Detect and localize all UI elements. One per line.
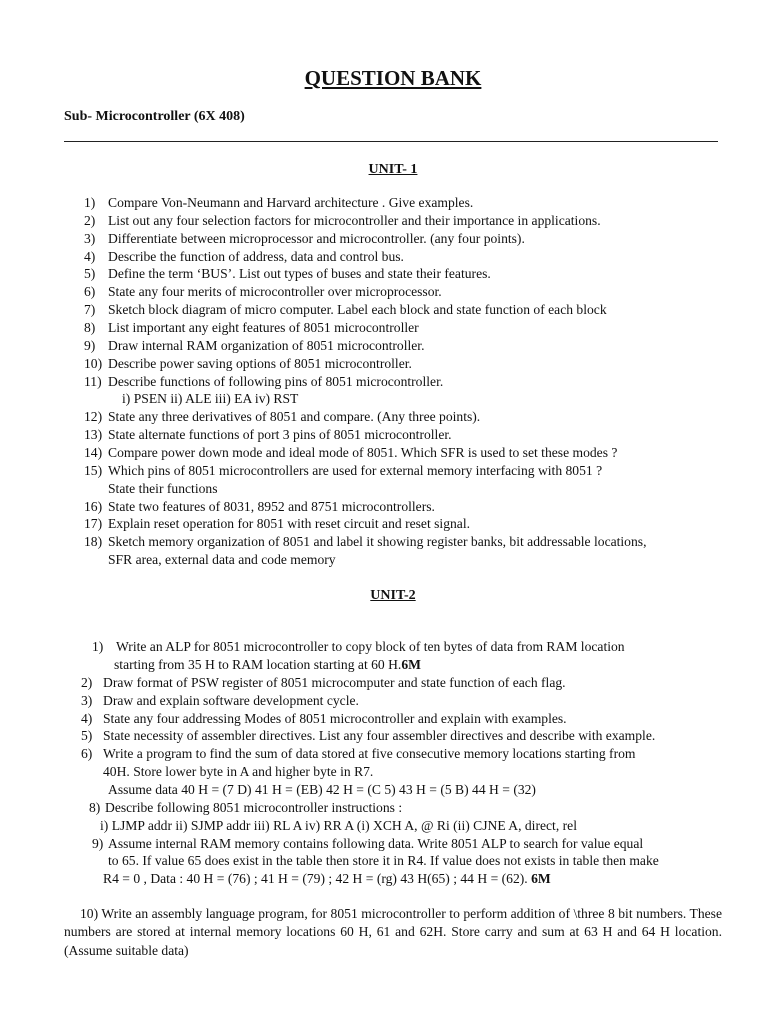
item-number: 5) [84,266,96,281]
item-text: Explain reset operation for 8051 with reset circuit and reset signal. [108,516,471,531]
item-text: Compare power down mode and ideal mode of 8051. Which SFR is used to set these modes ? [108,445,618,460]
unit2-item-9 [92,835,643,853]
unit1-item-16 [84,498,435,516]
page-title: QUESTION BANK [304,66,482,90]
item-number: 4) [81,711,93,726]
item-number: 4) [84,249,96,264]
unit1-item-17 [84,515,470,533]
unit1-item-11 [84,373,443,391]
unit2-item-2 [81,674,566,692]
item-number: 18) [84,534,103,549]
unit1-item-1 [84,194,473,212]
item-text: Define the term ‘BUS’. List out types of buses and state their features. [108,266,491,281]
unit1-item-7 [84,301,607,319]
unit1-item-2 [84,212,601,230]
item-text: Assume internal RAM memory contains following data. Write 8051 ALP to search for value equal [108,836,644,851]
item-number: 3) [81,693,93,708]
item-number: 10) [80,906,99,921]
item-text: State alternate functions of port 3 pins of 8051 microcontroller. [108,427,452,442]
unit1-item-18 [84,533,646,551]
item-number: 2) [81,675,93,690]
item-text: Write an assembly language program, for 8051 microcontroller to perform addition of \three 8 bit numbers. These numbers are stored at internal memory locations 60 H, 61 and 62H. Store carry and sum at 63 H and 64 H location. (Assume suitable data) [64,906,723,958]
item-text: Sketch block diagram of micro computer. Label each block and state function of each block [108,302,607,317]
item-text: Which pins of 8051 microcontrollers are used for external memory interfacing with 8051 ? [108,463,603,478]
item-text: starting from 35 H to RAM location starting at 60 H. [114,657,402,672]
item-text: Describe power saving options of 8051 microcontroller. [108,356,412,371]
item-number: 10) [84,356,103,371]
unit2-item-9-continuation: to 65. If value 65 does exist in the table then store it in R4. If value does not exists in table then make [108,853,659,868]
item-text: Write an ALP for 8051 microcontroller to copy block of ten bytes of data from RAM location [116,639,625,654]
item-text: Describe the function of address, data and control bus. [108,249,404,264]
item-text: Draw and explain software development cycle. [103,693,359,708]
item-number: 6) [84,284,96,299]
item-number: 2) [84,213,96,228]
item-text: Differentiate between microprocessor and microcontroller. (any four points). [108,231,525,246]
unit1-item-3 [84,230,525,248]
item-number: 16) [84,499,103,514]
marks-label: 6M [401,657,421,672]
unit2-item-3 [81,692,359,710]
item-number: 13) [84,427,103,442]
unit1-item-5 [84,265,491,283]
item-text: R4 = 0 , Data : 40 H = (76) ; 41 H = (79) ; 42 H = (rg) 43 H(65) ; 44 H = (62). [103,871,528,886]
unit2-item-5 [81,727,655,745]
item-number: 11) [84,374,102,389]
item-number: 15) [84,463,103,478]
item-number: 8) [84,320,96,335]
unit1-item-6 [84,283,442,301]
item-text: List out any four selection factors for microcontroller and their importance in applications. [108,213,601,228]
item-number: 1) [84,195,96,210]
unit2-item-8 [89,799,402,817]
item-text: Describe following 8051 microcontroller instructions : [105,800,403,815]
unit1-item-15-continuation: State their functions [108,481,218,496]
unit1-item-4 [84,248,404,266]
item-text: State two features of 8031, 8952 and 8751 microcontrollers. [108,499,435,514]
item-number: 14) [84,445,103,460]
item-number: 17) [84,516,103,531]
item-number: 12) [84,409,103,424]
item-text: State any four addressing Modes of 8051 microcontroller and explain with examples. [103,711,567,726]
item-number: 7) [84,302,96,317]
marks-label: 6M [531,871,551,886]
unit1-item-14 [84,444,617,462]
item-number: 6) [81,746,93,761]
unit1-item-10 [84,355,412,373]
unit2-item-10 [64,905,722,960]
item-text: Sketch memory organization of 8051 and label it showing register banks, bit addressable locations, [108,534,647,549]
unit2-item-9-data [103,870,551,888]
item-text: Describe functions of following pins of 8051 microcontroller. [108,374,444,389]
unit1-item-12 [84,408,480,426]
unit1-item-18-continuation: SFR area, external data and code memory [108,552,336,567]
divider-line [64,141,718,142]
unit-2-heading: UNIT-2 [370,588,416,603]
unit1-item-13 [84,426,452,444]
unit2-item-6 [81,745,635,763]
unit1-item-9 [84,337,424,355]
unit-1-heading: UNIT- 1 [368,162,418,177]
unit2-item-1 [92,638,625,656]
unit2-item-1-continuation [114,656,421,674]
item-text: State any three derivatives of 8051 and compare. (Any three points). [108,409,481,424]
item-text: List important any eight features of 8051 microcontroller [108,320,419,335]
unit1-item-8 [84,319,419,337]
unit2-item-8-continuation: i) LJMP addr ii) SJMP addr iii) RL A iv) RR A (i) XCH A, @ Ri (ii) CJNE A, direct, rel [100,818,577,833]
unit2-item-4 [81,710,567,728]
unit1-item-11-continuation: i) PSEN ii) ALE iii) EA iv) RST [122,391,299,406]
item-text: State any four merits of microcontroller over microprocessor. [108,284,442,299]
item-text: State necessity of assembler directives. List any four assembler directives and describe with example. [103,728,656,743]
subject-line: Sub- Microcontroller (6X 408) [64,109,245,124]
item-text: Draw internal RAM organization of 8051 microcontroller. [108,338,425,353]
item-number: 5) [81,728,93,743]
item-number: 9) [84,338,96,353]
unit2-item-6-data: Assume data 40 H = (7 D) 41 H = (EB) 42 H = (C 5) 43 H = (5 B) 44 H = (32) [108,782,536,797]
item-text: Write a program to find the sum of data stored at five consecutive memory locations starting from [103,746,636,761]
unit2-item-6-continuation: 40H. Store lower byte in A and higher byte in R7. [103,764,374,779]
item-text: Compare Von-Neumann and Harvard architecture . Give examples. [108,195,474,210]
item-number: 1) [92,639,104,654]
item-number: 3) [84,231,96,246]
item-number: 8) [89,800,101,815]
unit1-item-15 [84,462,602,480]
item-number: 9) [92,836,104,851]
item-text: Draw format of PSW register of 8051 microcomputer and state function of each flag. [103,675,566,690]
